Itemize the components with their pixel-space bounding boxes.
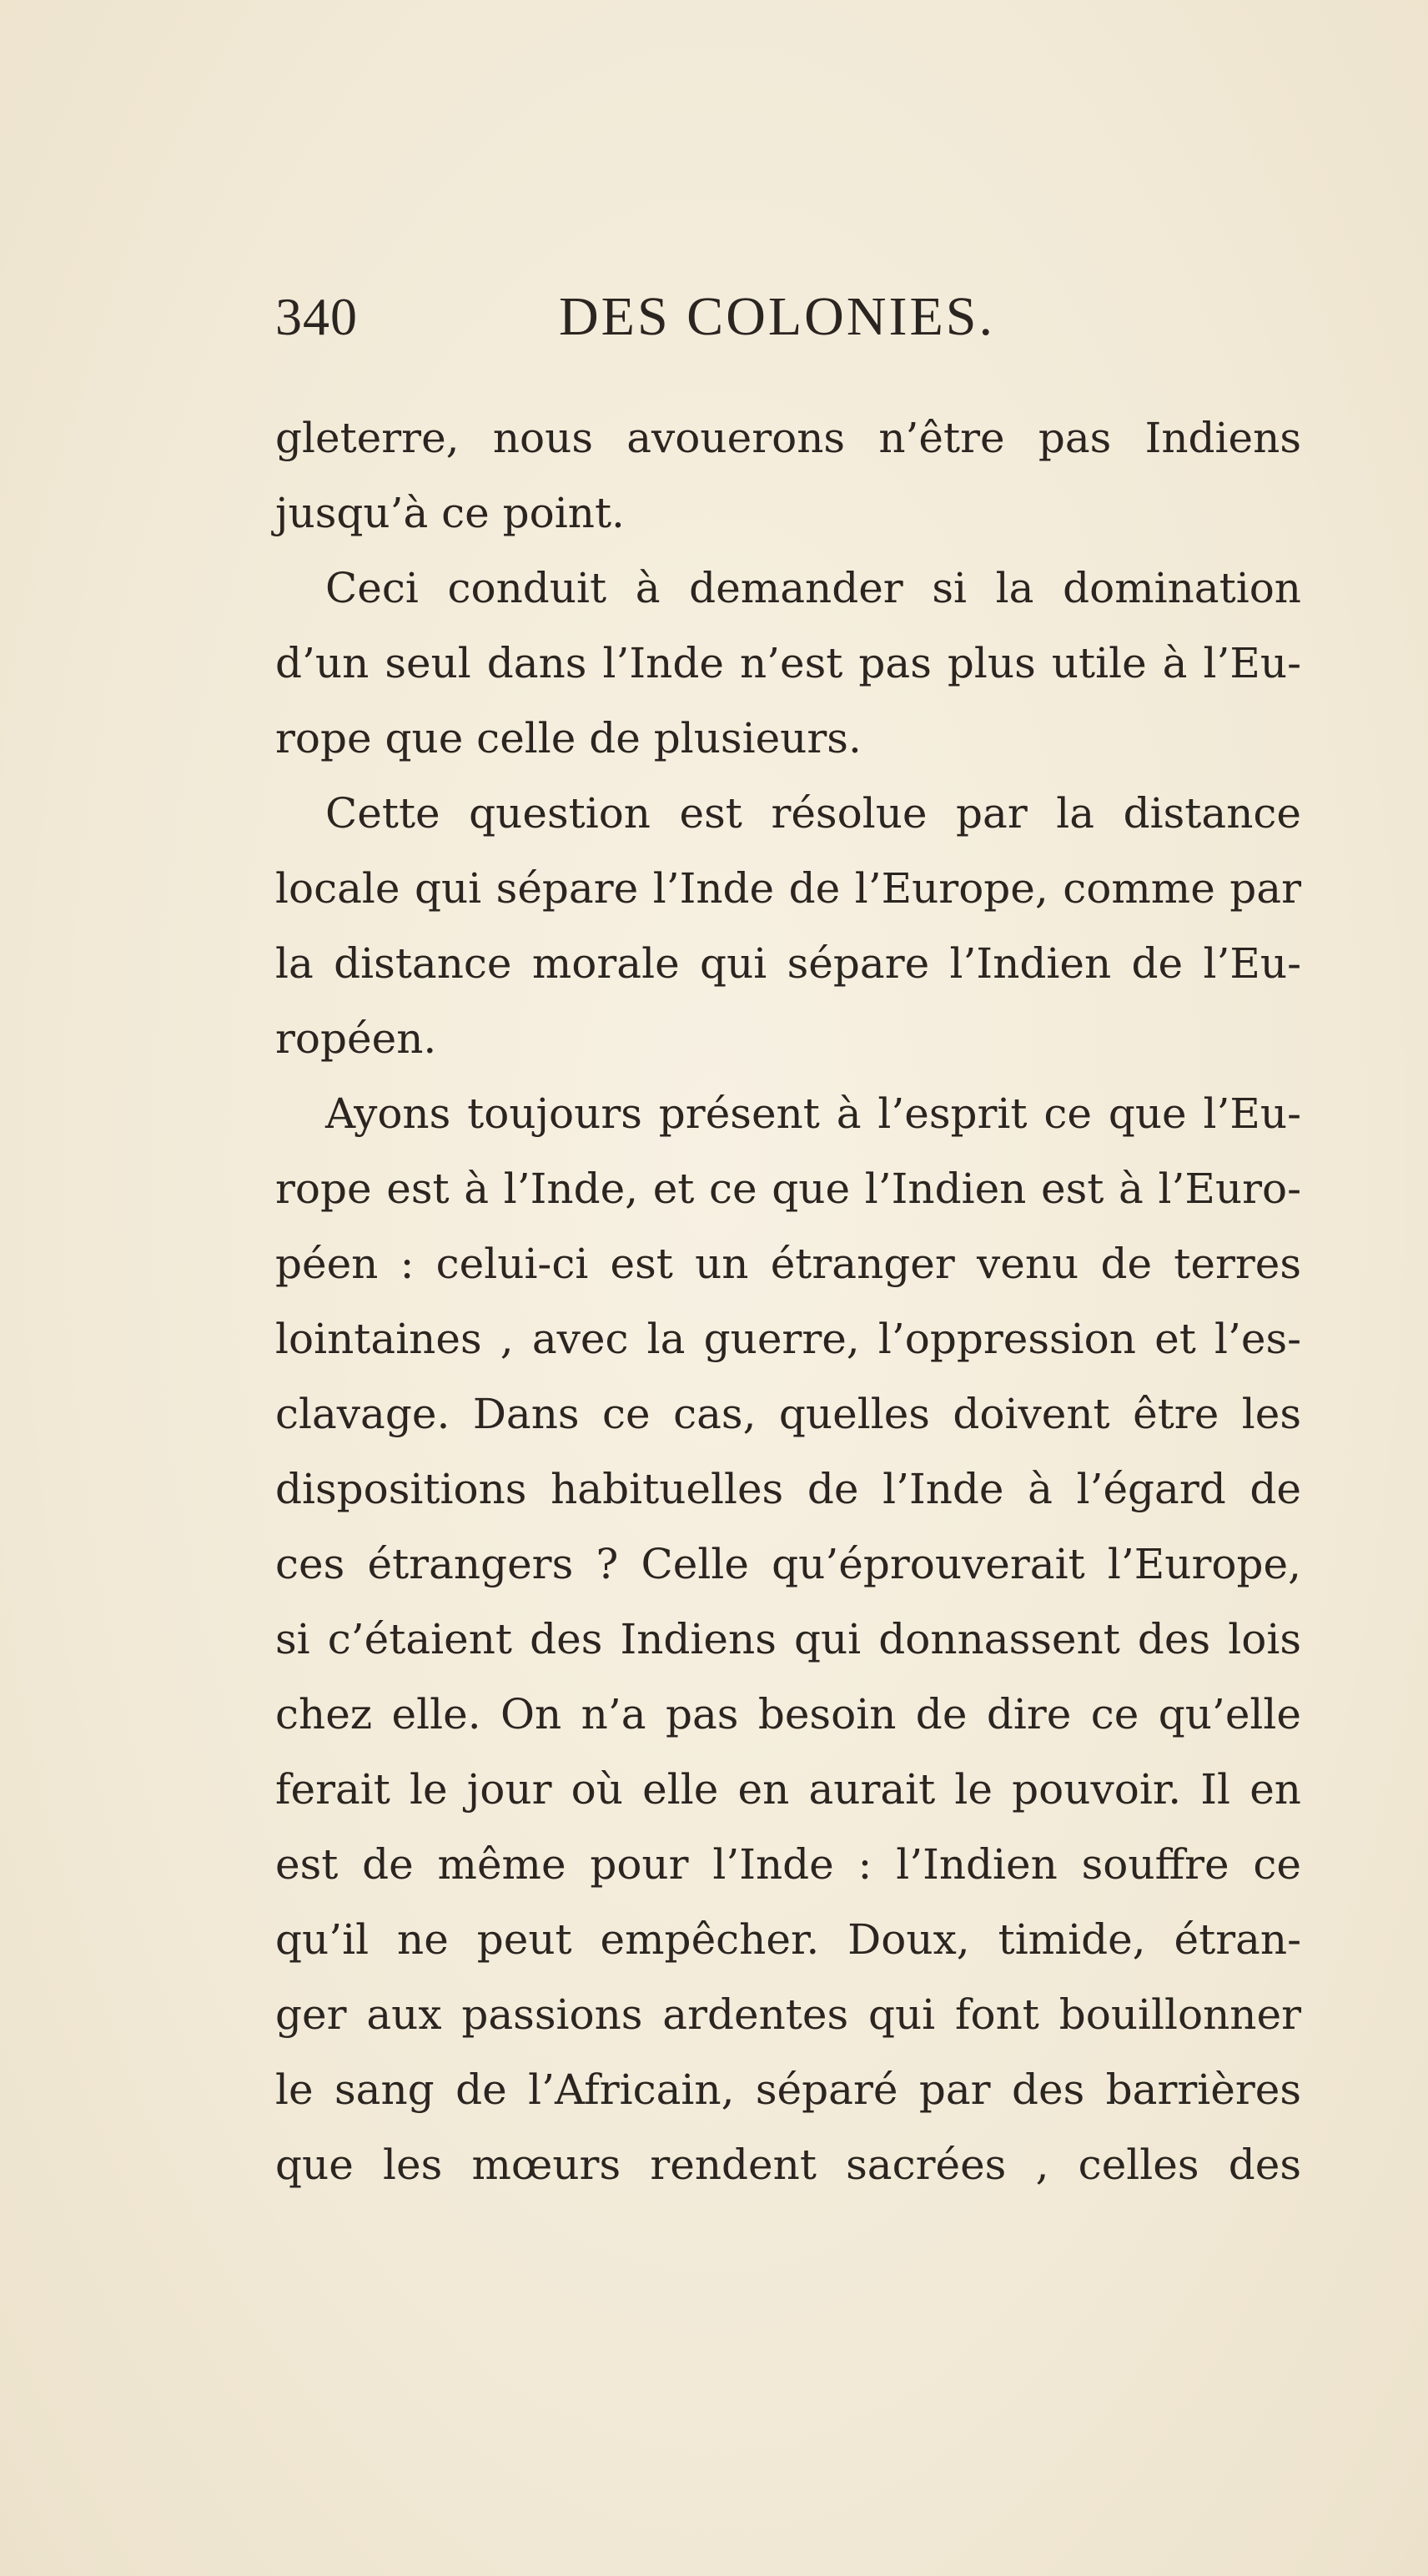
text-line: lointaines , avec la guerre, l’oppression et l’es- [275, 1315, 1301, 1363]
text-line: Cette question est résolue par la distance [325, 789, 1301, 838]
text-line: chez elle. On n’a pas besoin de dire ce qu’elle [275, 1690, 1301, 1738]
page-number: 340 [275, 287, 358, 346]
text-line: le sang de l’Africain, séparé par des barrières [275, 2065, 1301, 2114]
text-line: clavage. Dans ce cas, quelles doivent être les [275, 1390, 1301, 1438]
text-line: Ceci conduit à demander si la domination [325, 564, 1301, 612]
text-line: locale qui sépare l’Inde de l’Europe, comme par [275, 864, 1301, 913]
text-line: ces étrangers ? Celle qu’éprouverait l’Europe, [275, 1540, 1301, 1588]
running-title: DES COLONIES. [559, 286, 996, 347]
text-line: que les mœurs rendent sacrées , celles des [275, 2141, 1301, 2189]
text-line: Ayons toujours présent à l’esprit ce que l’Eu- [325, 1089, 1301, 1138]
text-line: d’un seul dans l’Inde n’est pas plus utile à l’Eu- [275, 639, 1301, 687]
text-line: rope est à l’Inde, et ce que l’Indien est à l’Euro- [275, 1165, 1301, 1213]
text-line: ferait le jour où elle en aurait le pouvoir. Il en [275, 1765, 1301, 1814]
text-line: péen : celui-ci est un étranger venu de terres [275, 1240, 1301, 1288]
text-line: jusqu’à ce point. [275, 489, 625, 537]
text-line: ger aux passions ardentes qui font bouillonner [275, 1990, 1301, 2039]
text-line: la distance morale qui sépare l’Indien de l’Eu- [275, 939, 1301, 988]
text-line: gleterre, nous avouerons n’être pas Indiens [275, 414, 1301, 462]
text-line: dispositions habituelles de l’Inde à l’égard de [275, 1465, 1301, 1513]
text-line: rope que celle de plusieurs. [275, 714, 862, 762]
text-line: est de même pour l’Inde : l’Indien souffre ce [275, 1840, 1301, 1889]
page-header [275, 284, 1193, 350]
text-line: si c’étaient des Indiens qui donnassent des lois [275, 1615, 1301, 1663]
body-text [275, 400, 1301, 2202]
text-line: qu’il ne peut empêcher. Doux, timide, étran- [275, 1915, 1301, 1964]
text-line: ropéen. [275, 1014, 437, 1063]
